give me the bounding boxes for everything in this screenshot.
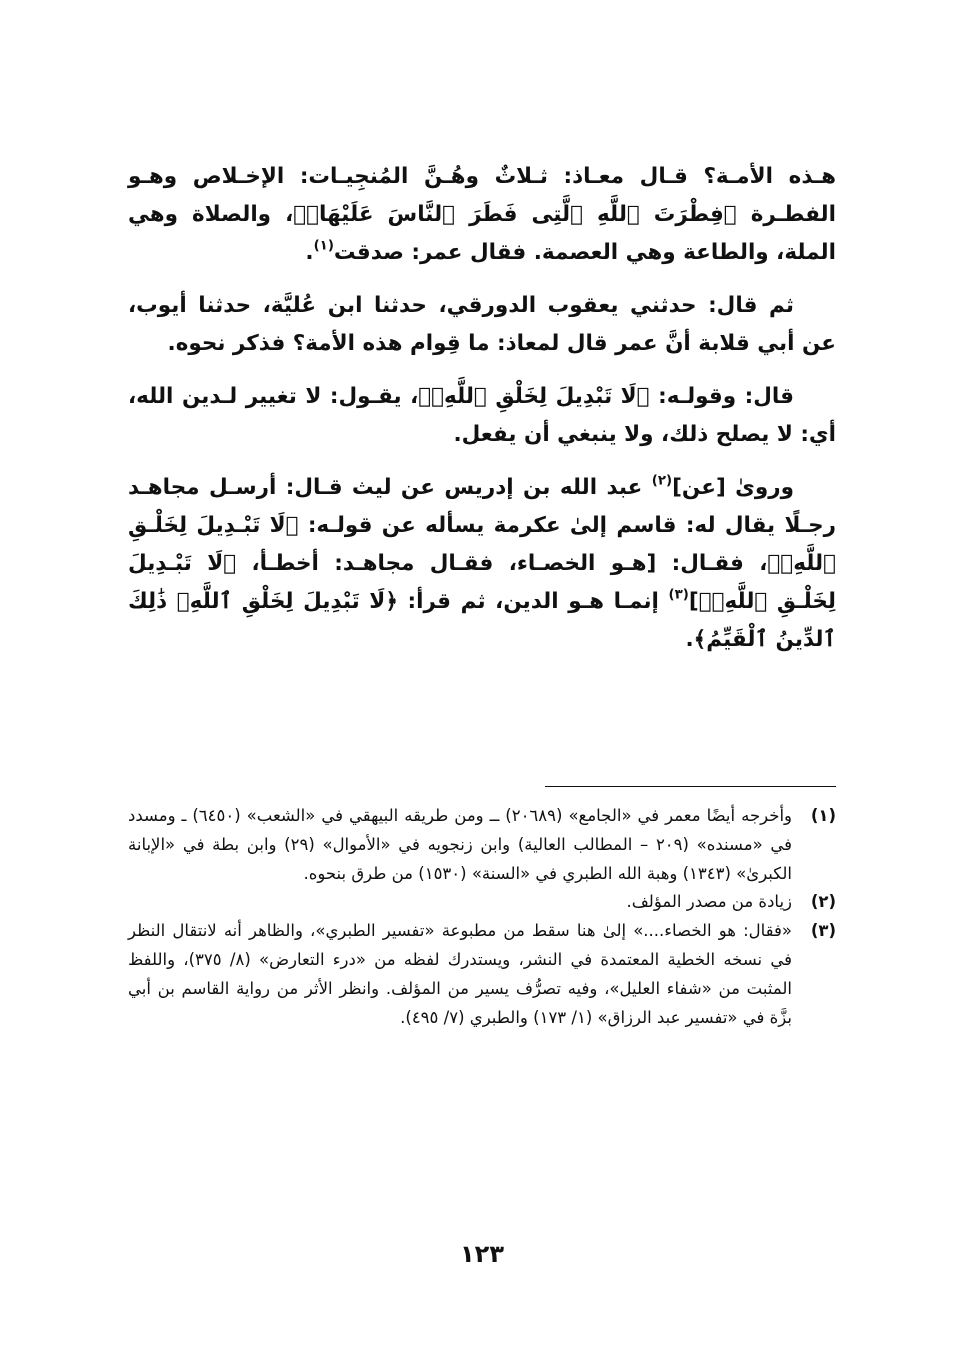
footnote-divider <box>545 786 836 787</box>
footnote-number: (٢) <box>810 892 836 912</box>
footnote-text: وأخرجه أيضًا معمر في «الجامع» (٢٠٦٨٩) ــ ومن طريقه البيهقي في «الشعب» (٦٤٥٠) ـ ومسدد في «مسنده» (٢٠٩ – المطالب العالية) وابن زنجويه في «الأموال» (٢٩) وابن بطة في «الإبانة الكبرىٰ» (١٣٤٣) وهبة الله الطبري في «السنة» (١٥٣٠) من طرق بنحوه. <box>128 806 792 883</box>
footnote-marker-3: (٣) <box>668 587 689 603</box>
paragraph-1 <box>128 158 836 272</box>
paragraph-4-start: وروىٰ [عن] <box>672 475 794 500</box>
footnote-number: (٣) <box>810 921 836 941</box>
footnote-2 <box>128 888 836 917</box>
paragraph-4 <box>128 469 836 659</box>
footnote-number: (١) <box>810 806 836 825</box>
paragraph-1-end: . <box>305 240 314 265</box>
footnote-marker-1: (١) <box>313 238 334 254</box>
paragraph-1-text: هـذه الأمـة؟ قـال معـاذ: ثـلاثٌ وهُـنَّ المُنجِيـات: الإخـلاص وهـو الفطـرة ﴿فِطْرَتَ ٱللَّهِ ٱلَّتِى فَطَرَ ٱلنَّاسَ عَلَيْهَاۚ﴾، والصلاة وهي الملة، والطاعة وهي العصمة. فقال عمر: صدقت <box>128 164 836 265</box>
footnote-text: زيادة من مصدر المؤلف. <box>626 892 792 912</box>
paragraph-3: قال: وقولـه: ﴿لَا تَبْدِيلَ لِخَلْقِ ٱللَّهِۚ﴾، يقـول: لا تغيير لـدين الله، أي: لا يصلح ذلك، ولا ينبغي أن يفعل. <box>128 384 836 447</box>
footnote-1 <box>128 802 836 888</box>
main-text <box>128 158 836 674</box>
footnote-marker-2: (٢) <box>651 473 673 489</box>
footnote-text: «فقال: هو الخصاء....» إلىٰ هنا سقط من مطبوعة «تفسير الطبري»، والظاهر أنه لانتقال النظر في نسخه الخطية المعتمدة في النشر، ويستدرك لفظه من «درء التعارض» (٨/ ٣٧٥)، واللفظ المثبت من «شفاء العليل»، وفيه تصرُّف يسير من المؤلف. وانظر الأثر من رواية القاسم بن أبي بزَّة في «تفسير عبد الرزاق» (١/ ١٧٣) والطبري (٧/ ٤٩٥). <box>128 921 793 1027</box>
footnotes <box>128 802 836 1032</box>
paragraph-4-end: إنمـا هـو الدين، ثم قرأ: ﴿لَا تَبْدِيلَ لِخَلْقِ ٱللَّهِۚ ذَٰلِكَ ٱلدِّينُ ٱلْقَيِّمُ﴾. <box>128 589 836 652</box>
footnote-3 <box>128 917 836 1032</box>
page-number: ١٢٣ <box>460 1240 504 1268</box>
paragraph-2: ثم قال: حدثني يعقوب الدورقي، حدثنا ابن عُليَّة، حدثنا أيوب، عن أبي قلابة أنَّ عمر قال لمعاذ: ما قِوام هذه الأمة؟ فذكر نحوه. <box>128 293 836 356</box>
paragraph-4-middle: عبد الله بن إدريس عن ليث قـال: أرسـل مجاهـد رجـلًا يقال له: قاسم إلىٰ عكرمة يسأله عن قولـه: ﴿لَا تَبْـدِيلَ لِخَلْـقِ ٱللَّهِۚ﴾، فقـال: [هـو الخصـاء، فقـال مجاهـد: أخطـأ، ﴿لَا تَبْـدِيلَ لِخَلْـقِ ٱللَّهِۚ﴾] <box>128 475 837 614</box>
